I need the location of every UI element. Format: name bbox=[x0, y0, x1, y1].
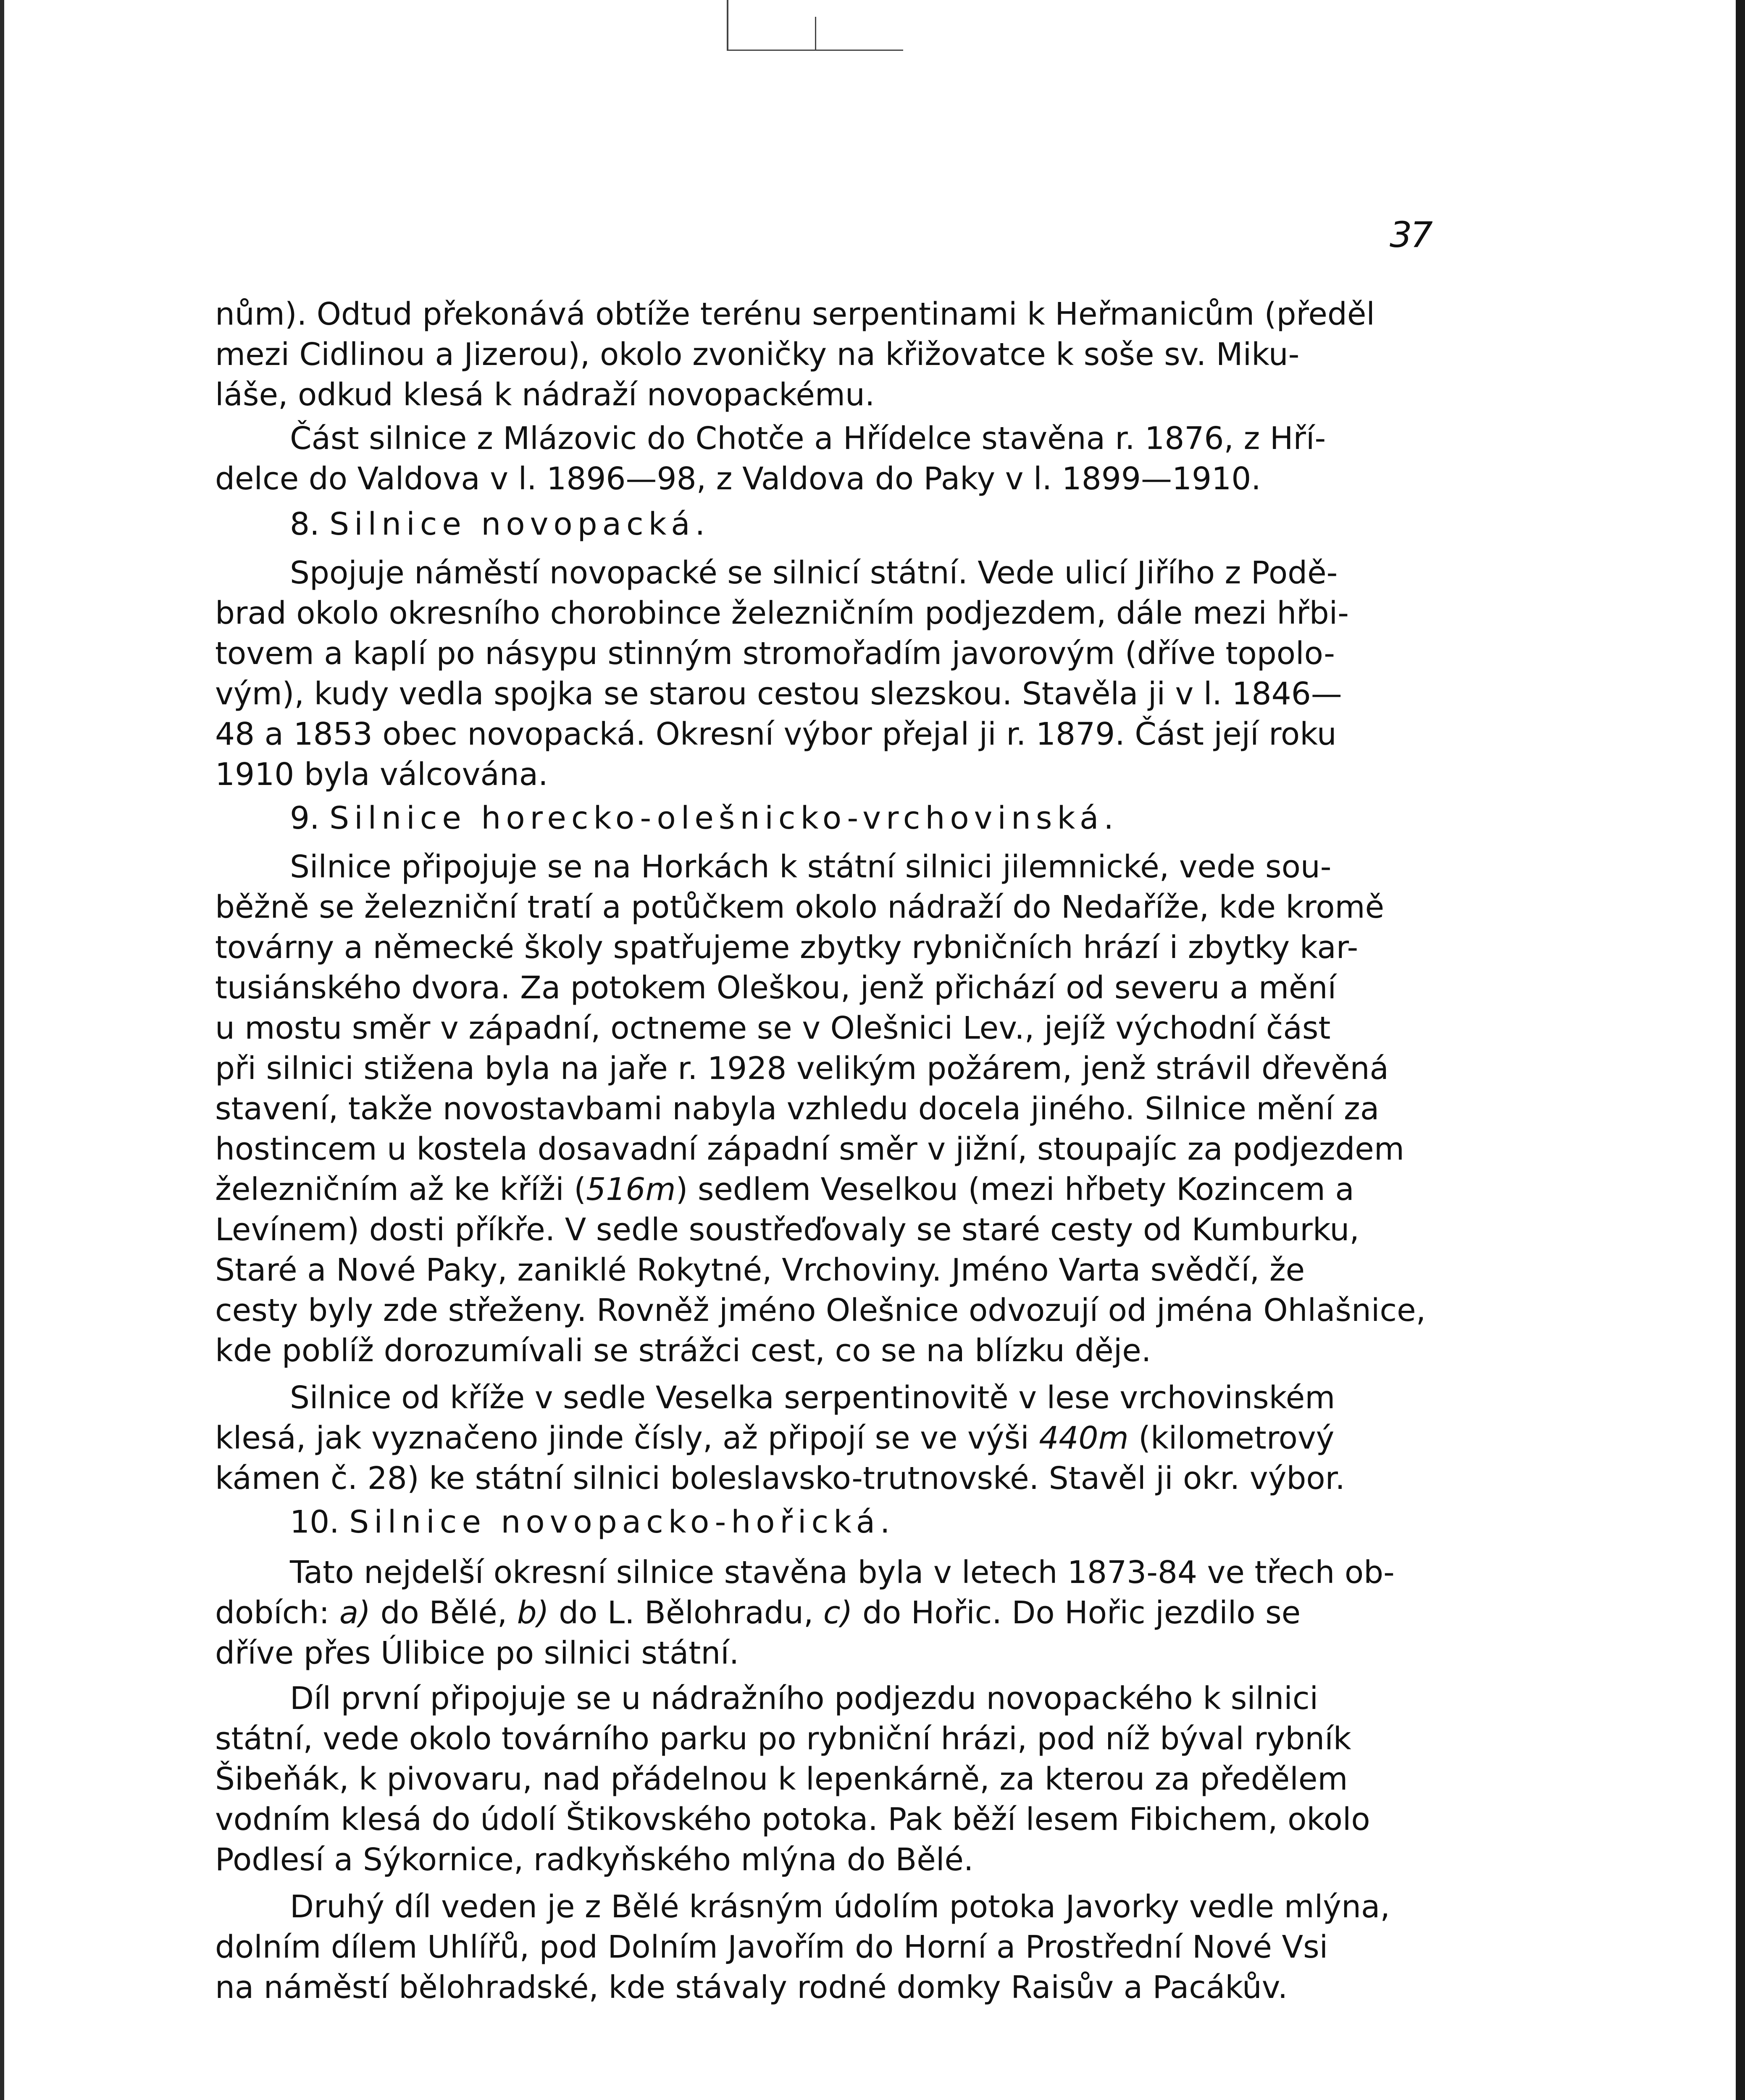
text-line: při silnici stižena byla na jaře r. 1928 velikým požárem, jenž strávil dřevěná bbox=[215, 1050, 1389, 1087]
text-line: brad okolo okresního chorobince železničním podjezdem, dále mezi hřbi- bbox=[215, 595, 1349, 631]
scan-mark-top bbox=[815, 17, 816, 50]
text-line: vým), kudy vedla spojka se starou cestou slezskou. Stavěla ji v l. 1846— bbox=[215, 676, 1342, 712]
text-line: dříve přes Úlibice po silnici státní. bbox=[215, 1635, 739, 1671]
text-line: hostincem u kostela dosavadní západní směr v jižní, stoupajíc za podjezdem bbox=[215, 1131, 1404, 1167]
section-number: 8. bbox=[290, 506, 330, 542]
text-line: továrny a německé školy spatřujeme zbytky rybničních hrází i zbytky kar- bbox=[215, 929, 1359, 966]
text-line: 1910 byla válcována. bbox=[215, 756, 548, 793]
text-line: dolním dílem Uhlířů, pod Dolním Javořím do Horní a Prostřední Nové Vsi bbox=[215, 1929, 1328, 1965]
text-line: Staré a Nové Paky, zaniklé Rokytné, Vrchoviny. Jméno Varta svědčí, že bbox=[215, 1252, 1305, 1288]
scan-mark-top bbox=[727, 0, 728, 50]
scan-edge-right bbox=[1736, 0, 1745, 2100]
text-line: stavení, takže novostavbami nabyla vzhledu docela jiného. Silnice mění za bbox=[215, 1091, 1380, 1127]
text-line: Druhý díl veden je z Bělé krásným údolím potoka Javorky vedle mlýna, bbox=[290, 1889, 1390, 1925]
text-line: vodním klesá do údolí Štikovského potoka. Pak běží lesem Fibichem, okolo bbox=[215, 1801, 1370, 1838]
text-line: dobích: a) do Bělé, b) do L. Bělohradu, c) do Hořic. Do Hořic jezdilo se bbox=[215, 1595, 1301, 1631]
section-heading bbox=[290, 504, 710, 544]
text-line: delce do Valdova v l. 1896—98, z Valdova do Paky v l. 1899—1910. bbox=[215, 461, 1261, 497]
text-line: tovem a kaplí po násypu stinným stromořadím javorovým (dříve topolo- bbox=[215, 635, 1335, 672]
text-line: u mostu směr v západní, octneme se v Olešnici Lev., jejíž východní část bbox=[215, 1010, 1331, 1046]
text-line: kámen č. 28) ke státní silnici boleslavsko-trutnovské. Stavěl ji okr. výbor. bbox=[215, 1460, 1345, 1496]
section-number: 9. bbox=[290, 800, 330, 836]
text-line: Šibeňák, k pivovaru, nad přádelnou k lepenkárně, za kterou za předělem bbox=[215, 1761, 1348, 1797]
text-line: Spojuje náměstí novopacké se silnicí státní. Vede ulicí Jiřího z Podě- bbox=[290, 555, 1338, 591]
text-line: Silnice připojuje se na Horkách k státní silnici jilemnické, vede sou- bbox=[290, 849, 1332, 885]
section-heading bbox=[290, 1502, 895, 1542]
section-title: Silnice horecko-olešnicko-vrchovinská. bbox=[329, 800, 1119, 836]
section-title: Silnice novopacko-hořická. bbox=[349, 1504, 895, 1540]
text-line: cesty byly zde střeženy. Rovněž jméno Olešnice odvozují od jména Ohlašnice, bbox=[215, 1292, 1426, 1328]
text-line: běžně se železniční tratí a potůčkem okolo nádraží do Nedaříže, kde kromě bbox=[215, 889, 1385, 925]
scan-mark-top bbox=[727, 50, 903, 51]
text-line: železničním až ke kříži (516m) sedlem Veselkou (mezi hřbety Kozincem a bbox=[215, 1171, 1354, 1208]
text-line: kde poblíž dorozumívali se strážci cest, co se na blízku děje. bbox=[215, 1333, 1151, 1369]
section-number: 10. bbox=[290, 1504, 350, 1540]
text-line: Silnice od kříže v sedle Veselka serpentinovitě v lese vrchovinském bbox=[290, 1380, 1335, 1416]
text-line: nům). Odtud překonává obtíže terénu serpentinami k Heřmanicům (předěl bbox=[215, 296, 1375, 332]
page-number: 37 bbox=[1390, 214, 1431, 255]
text-line: láše, odkud klesá k nádraží novopackému. bbox=[215, 377, 875, 413]
text-line: Díl první připojuje se u nádražního podjezdu novopackého k silnici bbox=[290, 1680, 1319, 1717]
text-line: Levínem) dosti příkře. V sedle soustřeďovaly se staré cesty od Kumburku, bbox=[215, 1212, 1359, 1248]
text-line: na náměstí bělohradské, kde stávaly rodné domky Raisův a Pacákův. bbox=[215, 1969, 1288, 2006]
text-line: klesá, jak vyznačeno jinde čísly, až připojí se ve výši 440m (kilometrový bbox=[215, 1420, 1335, 1456]
text-line: Podlesí a Sýkornice, radkyňského mlýna do Bělé. bbox=[215, 1842, 974, 1878]
text-line: 48 a 1853 obec novopacká. Okresní výbor přejal ji r. 1879. Část její roku bbox=[215, 716, 1337, 752]
text-line: státní, vede okolo továrního parku po rybniční hrázi, pod níž býval rybník bbox=[215, 1721, 1351, 1757]
scan-edge-left bbox=[0, 0, 4, 2100]
text-line: Tato nejdelší okresní silnice stavěna byla v letech 1873-84 ve třech ob- bbox=[290, 1554, 1395, 1591]
text-line: Část silnice z Mlázovic do Chotče a Hřídelce stavěna r. 1876, z Hří- bbox=[290, 420, 1326, 457]
text-line: tusiánského dvora. Za potokem Oleškou, jenž přichází od severu a mění bbox=[215, 970, 1337, 1006]
section-title: Silnice novopacká. bbox=[329, 506, 710, 542]
section-heading bbox=[290, 798, 1119, 838]
text-line: mezi Cidlinou a Jizerou), okolo zvoničky na křižovatce k soše sv. Miku- bbox=[215, 336, 1300, 373]
